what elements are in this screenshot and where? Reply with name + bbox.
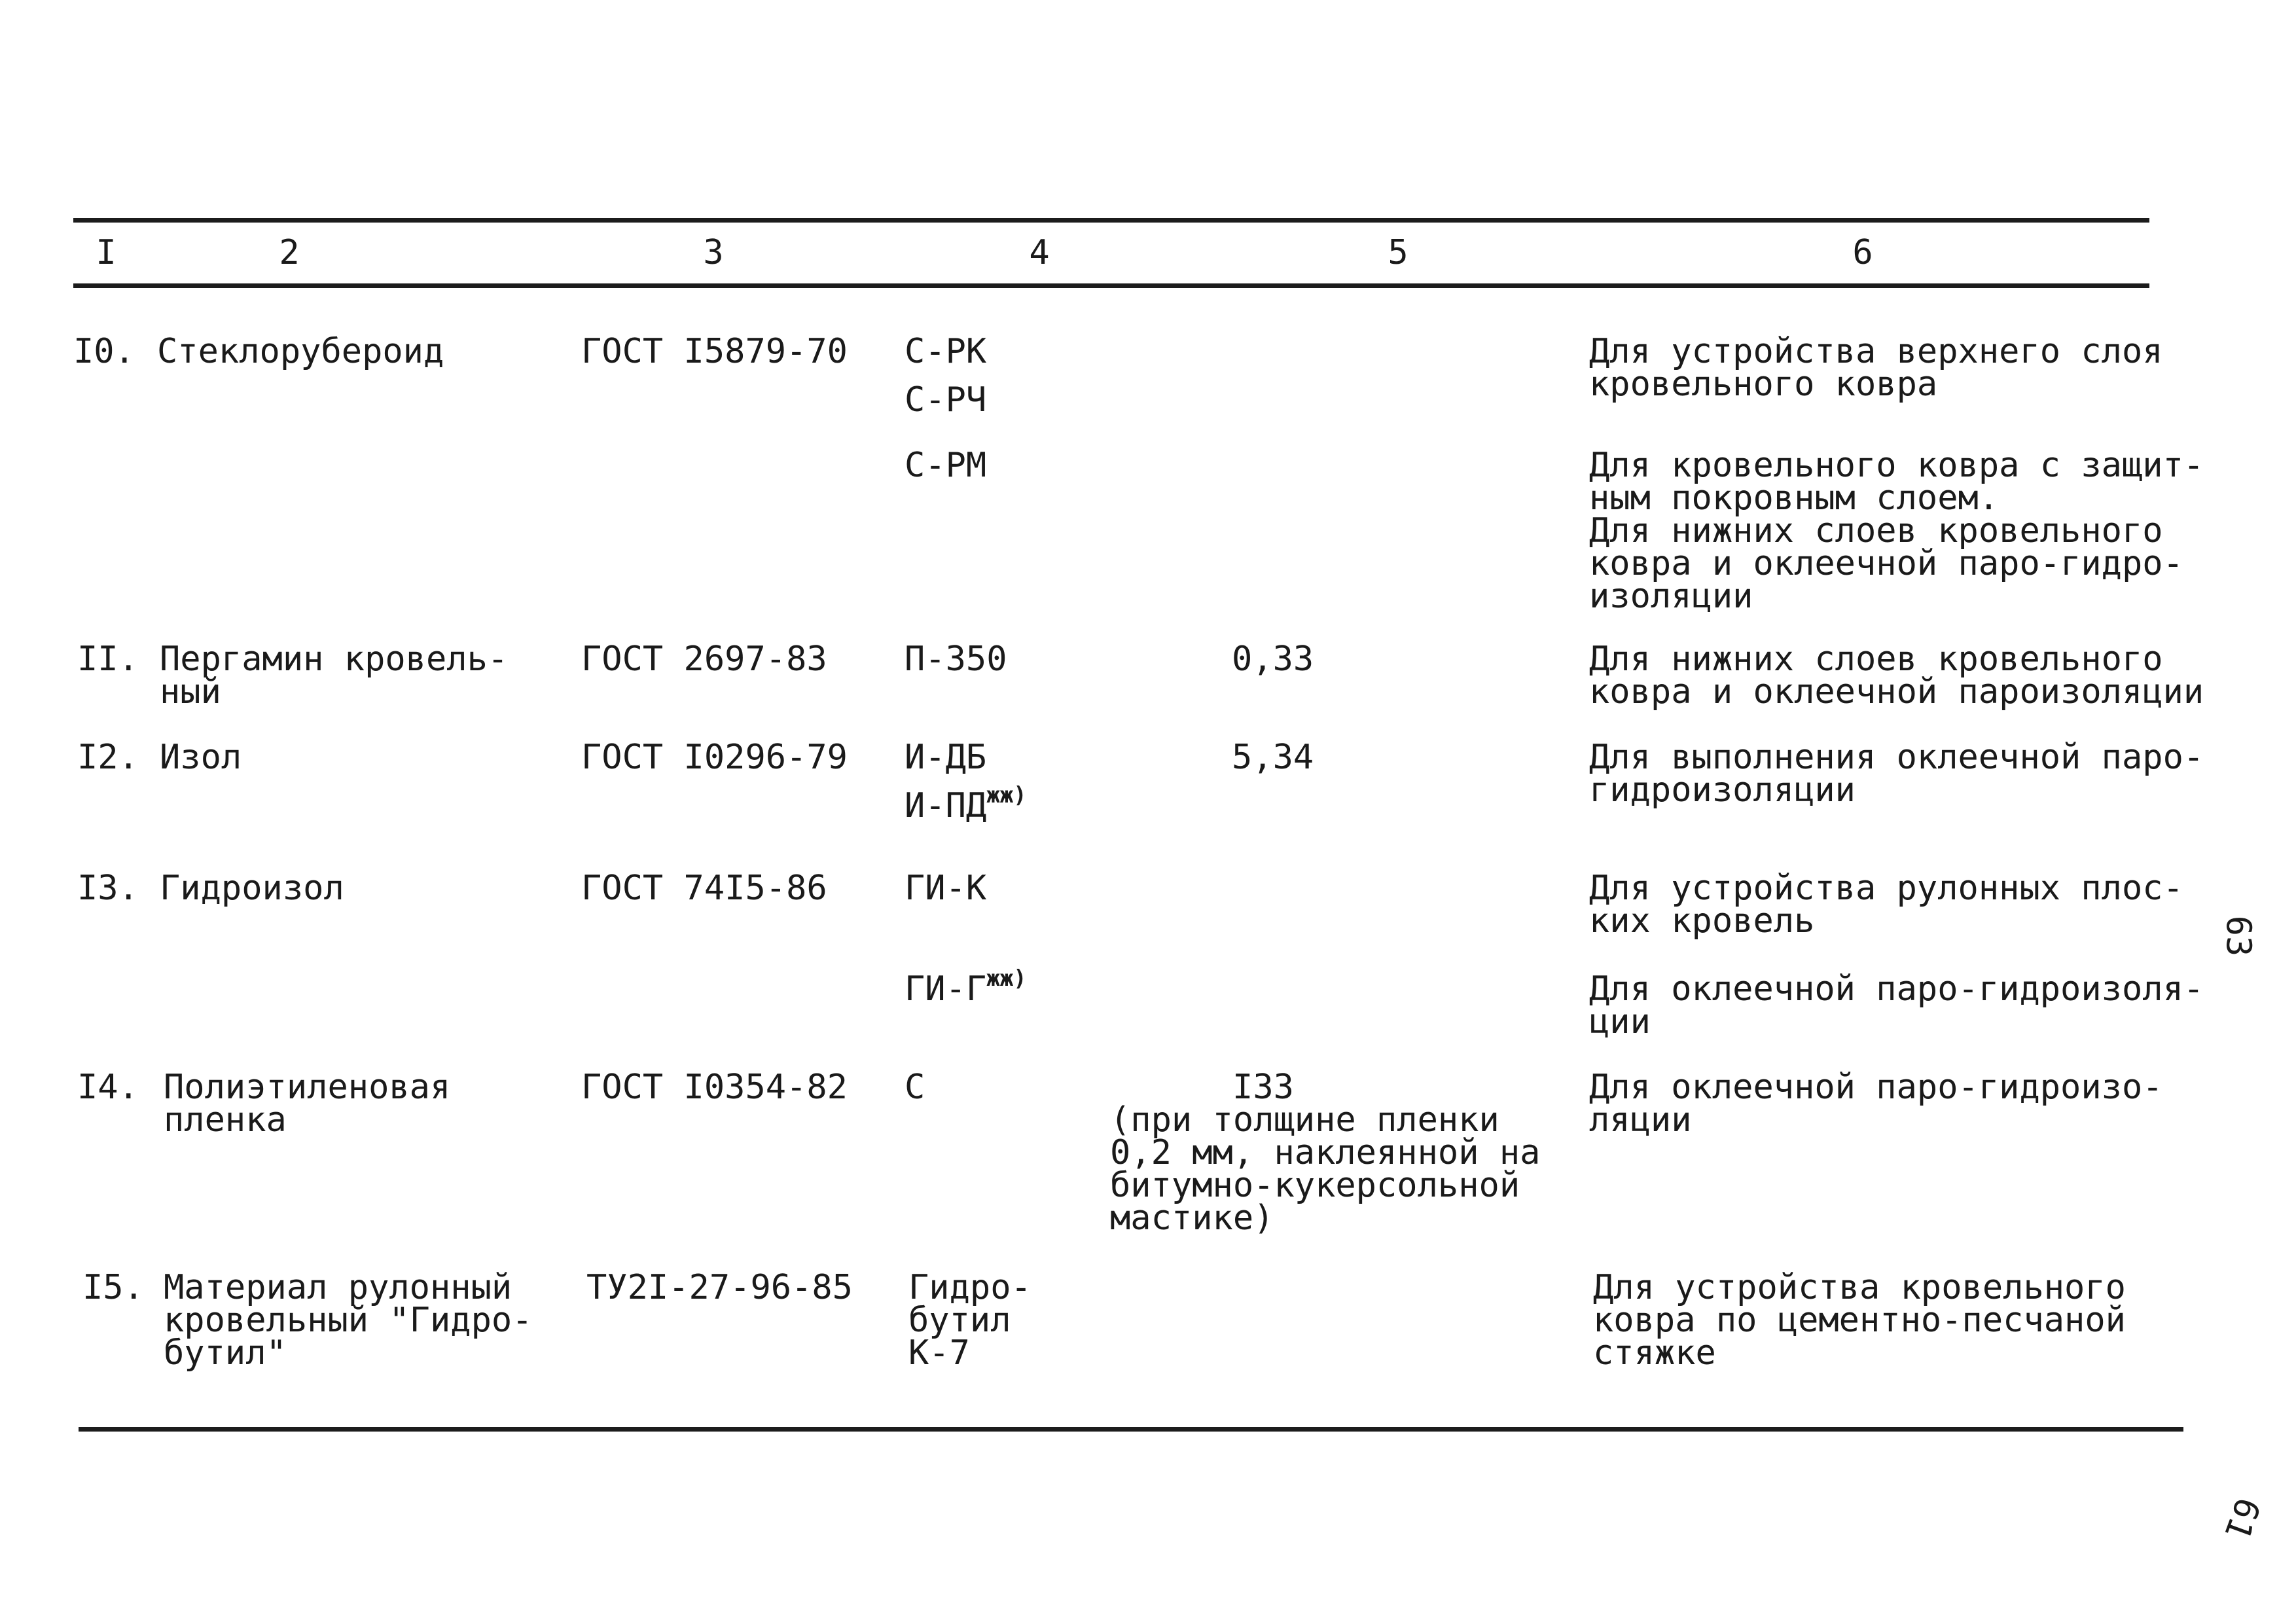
material-name: Пергамин кровель- ный: [160, 640, 509, 712]
mark: С-РЧ: [905, 380, 987, 420]
purpose-text: Для устройства рулонных плос- ких кровель: [1589, 869, 2183, 941]
material-name: Изол: [160, 738, 242, 777]
row-number: I0.: [73, 332, 135, 371]
standard-code: ГОСТ I0354-82: [581, 1068, 848, 1107]
mark-text: И-ПД: [905, 786, 987, 825]
value: 0,33: [1232, 640, 1314, 679]
mark-text: ГИ-Г: [905, 969, 987, 1009]
material-name: Гидроизол: [160, 869, 344, 908]
purpose-text: Для устройства верхнего слоя кровельного ковра: [1589, 332, 2163, 404]
material-name: Материал рулонный кровельный "Гидро- бутил": [164, 1268, 533, 1373]
value: 5,34: [1232, 738, 1314, 777]
value-note: (при толщине пленки 0,2 мм, наклеянной на битумно-кукерсольной мастике): [1110, 1100, 1541, 1238]
material-name: Стеклорубероид: [157, 332, 444, 371]
page-number-note: 63: [2218, 915, 2258, 957]
mark: Гидро- бутил К-7: [908, 1268, 1031, 1373]
table-top-rule: [73, 218, 2149, 223]
purpose-text: Для нижних слоев кровельного ковра и оклеечной пароизоляции: [1589, 640, 2204, 712]
row-number: I4.: [77, 1068, 139, 1107]
standard-code: ГОСТ 74I5-86: [581, 869, 827, 908]
table-bottom-rule: [79, 1427, 2183, 1432]
column-header-4: 4: [1029, 233, 1050, 272]
column-header-5: 5: [1388, 233, 1408, 272]
mark: [905, 782, 1027, 826]
purpose-text: Для устройства кровельного ковра по цементно-песчаной стяжке: [1593, 1268, 2126, 1373]
mark: ГИ-К: [905, 869, 987, 908]
standard-code: ТУ2I-27-96-85: [586, 1268, 853, 1307]
page-number-note: 61: [2216, 1492, 2268, 1545]
row-number: I5.: [82, 1268, 144, 1307]
mark: П-350: [905, 640, 1007, 679]
mark: [905, 965, 1027, 1009]
row-number: I2.: [77, 738, 139, 777]
purpose-text: Для оклеечной паро-гидроизоля- ции: [1589, 969, 2204, 1041]
table-header-rule: [73, 283, 2149, 288]
mark: С: [905, 1068, 925, 1107]
column-header-6: 6: [1852, 233, 1873, 272]
column-header-1: I: [96, 233, 117, 272]
purpose-text: Для оклеечной паро-гидроизо- ляции: [1589, 1068, 2163, 1140]
mark: С-РК: [905, 332, 987, 371]
footnote-marker: жж): [986, 782, 1027, 808]
row-number: II.: [77, 640, 139, 679]
mark: И-ДБ: [905, 738, 987, 777]
column-header-3: 3: [703, 233, 724, 272]
standard-code: ГОСТ 2697-83: [581, 640, 827, 679]
purpose-text: Для кровельного ковра с защит- ным покровным слоем. Для нижних слоев кровельного ковра и оклеечной паро-гидро- изоляции: [1589, 446, 2204, 616]
footnote-marker: жж): [986, 965, 1027, 992]
column-header-2: 2: [279, 233, 300, 272]
standard-code: ГОСТ I0296-79: [581, 738, 848, 777]
purpose-text: Для выполнения оклеечной паро- гидроизоляции: [1589, 738, 2204, 810]
mark: С-РМ: [905, 446, 987, 485]
row-number: I3.: [77, 869, 139, 908]
standard-code: ГОСТ I5879-70: [581, 332, 848, 371]
material-name: Полиэтиленовая пленка: [164, 1068, 451, 1140]
value: I33: [1232, 1068, 1294, 1107]
